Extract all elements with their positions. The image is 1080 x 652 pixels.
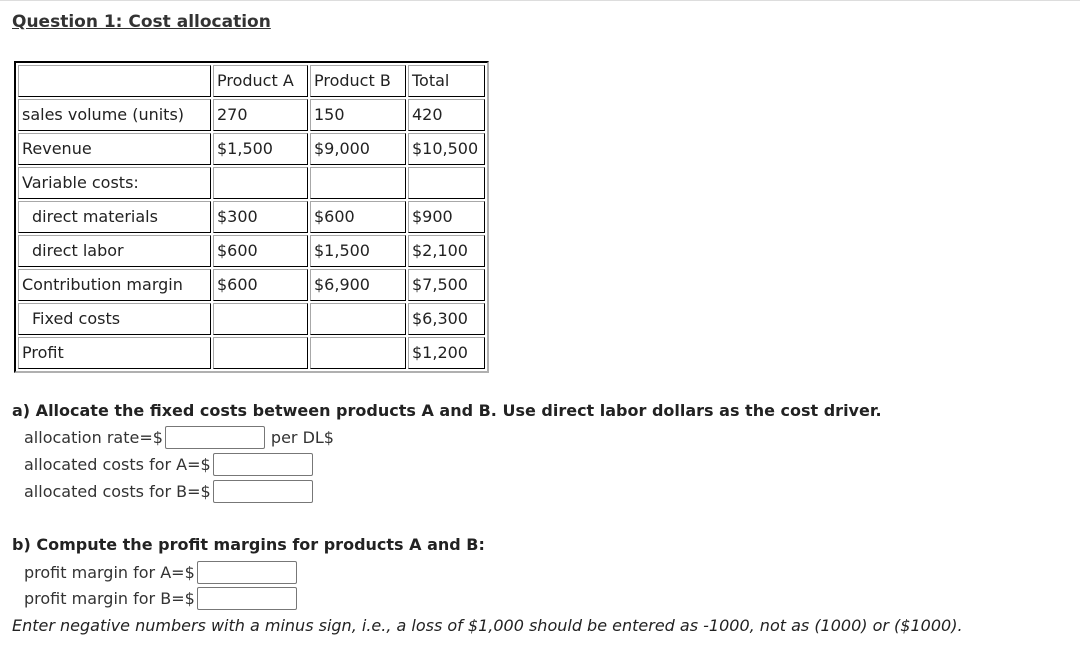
row-label: direct labor <box>18 235 211 267</box>
cell-total: $7,500 <box>408 269 485 301</box>
header-cell-total: Total <box>408 65 485 97</box>
part-a-heading: a) Allocate the fixed costs between products A and B. Use direct labor dollars as the cost driver. <box>12 401 882 420</box>
cell-total: $10,500 <box>408 133 485 165</box>
table-row <box>18 99 485 131</box>
allocation-rate-line <box>24 426 334 449</box>
cell-product-b: $1,500 <box>310 235 406 267</box>
cell-total <box>408 167 485 199</box>
table-row <box>18 201 485 233</box>
cell-product-a: $300 <box>213 201 308 233</box>
cell-total: $1,200 <box>408 337 485 369</box>
cell-product-a: $600 <box>213 269 308 301</box>
allocated-b-input[interactable] <box>213 480 313 503</box>
cell-total: $2,100 <box>408 235 485 267</box>
allocated-a-line <box>24 453 313 476</box>
table-row <box>18 269 485 301</box>
row-label: Variable costs: <box>18 167 211 199</box>
row-label: sales volume (units) <box>18 99 211 131</box>
cell-product-b: $9,000 <box>310 133 406 165</box>
cell-product-b: $6,900 <box>310 269 406 301</box>
margin-a-label: profit margin for A=$ <box>24 562 195 582</box>
header-cell-product-b: Product B <box>310 65 406 97</box>
row-label: Contribution margin <box>18 269 211 301</box>
allocation-rate-input[interactable] <box>165 426 265 449</box>
margin-b-input[interactable] <box>197 587 297 610</box>
cell-product-b: 150 <box>310 99 406 131</box>
row-label: direct materials <box>18 201 211 233</box>
margin-b-line <box>24 587 297 610</box>
margin-b-label: profit margin for B=$ <box>24 588 195 608</box>
allocated-b-label: allocated costs for B=$ <box>24 481 211 501</box>
table-row <box>18 167 485 199</box>
row-label: Profit <box>18 337 211 369</box>
negative-number-instruction: Enter negative numbers with a minus sign, i.e., a loss of $1,000 should be entered as -1000, not as (1000) or ($1000). <box>12 616 963 635</box>
table-row <box>18 133 485 165</box>
cost-table <box>14 61 489 373</box>
top-divider <box>0 0 1080 1</box>
cell-product-a <box>213 303 308 335</box>
part-b-heading: b) Compute the profit margins for products A and B: <box>12 535 485 554</box>
table-row <box>18 337 485 369</box>
allocated-a-input[interactable] <box>213 453 313 476</box>
cell-total: $900 <box>408 201 485 233</box>
allocated-b-line <box>24 480 313 503</box>
cell-product-b: $600 <box>310 201 406 233</box>
cell-product-b <box>310 303 406 335</box>
table-row <box>18 303 485 335</box>
row-label: Fixed costs <box>18 303 211 335</box>
cell-total: $6,300 <box>408 303 485 335</box>
allocation-rate-label: allocation rate=$ <box>24 427 163 447</box>
cell-product-b <box>310 167 406 199</box>
table-header-row <box>18 65 485 97</box>
allocation-rate-unit: per DL$ <box>270 427 334 447</box>
table-row <box>18 235 485 267</box>
allocated-a-label: allocated costs for A=$ <box>24 454 211 474</box>
cell-product-a: $1,500 <box>213 133 308 165</box>
cell-total: 420 <box>408 99 485 131</box>
header-cell-blank <box>18 65 211 97</box>
cell-product-b <box>310 337 406 369</box>
question-title: Question 1: Cost allocation <box>12 12 271 32</box>
cell-product-a <box>213 337 308 369</box>
cell-product-a: 270 <box>213 99 308 131</box>
margin-a-input[interactable] <box>197 561 297 584</box>
row-label: Revenue <box>18 133 211 165</box>
header-cell-product-a: Product A <box>213 65 308 97</box>
cell-product-a <box>213 167 308 199</box>
margin-a-line <box>24 561 297 584</box>
cell-product-a: $600 <box>213 235 308 267</box>
